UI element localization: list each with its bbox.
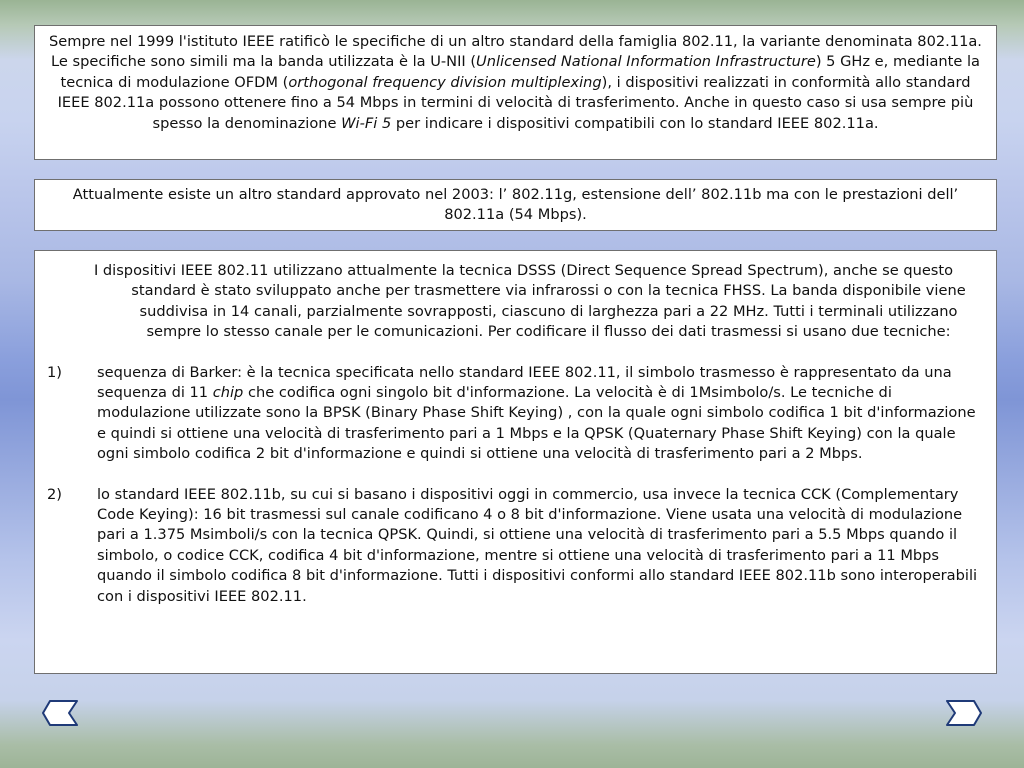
list-item-text: sequenza di Barker: è la tecnica specificata nello standard IEEE 802.11, il simbolo trasmesso è rappresentato da una sequenza di 11 chip che codifica ogni singolo bit d'informazione. La velocità è di 1Msimbolo/s. Le tecniche di modulazione utilizzate sono la BPSK (Binary Phase Shift Keying) , con la quale ogni simbolo codifica 1 bit d'informazione e quindi si ottiene una velocità di trasferimento pari a 1 Mbps e la QPSK (Quaternary Phase Shift Keying) con la quale ogni simbolo codifica 2 bit d'informazione e quindi si ottiene una velocità di trasferimento pari a 2 Mbps. — [97, 363, 976, 463]
paragraph-802-11g: Attualmente esiste un altro standard approvato nel 2003: l’ 802.11g, estensione dell’ 802.11b ma con le prestazioni dell’ 802.11a (54 Mbps). — [72, 186, 959, 224]
list-item-barker — [47, 363, 986, 465]
next-slide-icon — [946, 700, 982, 726]
previous-slide-icon — [42, 700, 78, 726]
paragraph-dsss-intro: I dispositivi IEEE 802.11 utilizzano attualmente la tecnica DSSS (Direct Sequence Spread Spectrum), anche se questo standard è stato sviluppato anche per trasmettere via infrarossi o con la tecnica FHSS. La banda disponibile viene suddivisa in 14 canali, parzialmente sovrapposti, ciascuno di larghezza pari a 22 MHz. Tutti i terminali utilizzano sempre lo stesso canale per le comunicazioni. Per codificare il flusso dei dati trasmessi si usano due tecniche: — [93, 262, 966, 341]
paragraph-802-11a: Sempre nel 1999 l'istituto IEEE ratificò le specifiche di un altro standard della famiglia 802.11, la variante denominata 802.11a. Le specifiche sono simili ma la banda utilizzata è la U-NII (Unlicensed National Information Infrastructure) 5 GHz e, mediante la tecnica di modulazione OFDM (orthogonal frequency division multiplexing), i dispositivi realizzati in conformità allo standard IEEE 802.11a possono ottenere fino a 54 Mbps in termini di velocità di trasferimento. Anche in questo caso si usa sempre più spesso la denominazione Wi-Fi 5 per indicare i dispositivi compatibili con lo standard IEEE 802.11a. — [49, 33, 982, 132]
list-item-cck — [47, 485, 986, 607]
next-slide-button[interactable] — [946, 700, 982, 726]
text-box-802-11a — [34, 25, 997, 160]
list-number: 2) — [47, 485, 62, 503]
text-box-dsss — [34, 250, 997, 674]
text-box-802-11g — [34, 179, 997, 231]
list-item-text: lo standard IEEE 802.11b, su cui si basano i dispositivi oggi in commercio, usa invece la tecnica CCK (Complementary Code Keying): 16 bit trasmessi sul canale codificano 4 o 8 bit d'informazione. Viene usata una velocità di modulazione pari a 1.375 Msimboli/s con la tecnica QPSK. Quindi, si ottiene una velocità di trasferimento pari a 5.5 Mbps quando il simbolo, o codice CCK, codifica 4 bit d'informazione, mentre si ottiene una velocità di trasferimento pari a 11 Mbps quando il simbolo codifica 8 bit d'informazione. Tutti i dispositivi conformi allo standard IEEE 802.11b sono interoperabili con i dispositivi IEEE 802.11. — [97, 485, 978, 605]
previous-slide-button[interactable] — [42, 700, 78, 726]
list-number: 1) — [47, 363, 62, 381]
